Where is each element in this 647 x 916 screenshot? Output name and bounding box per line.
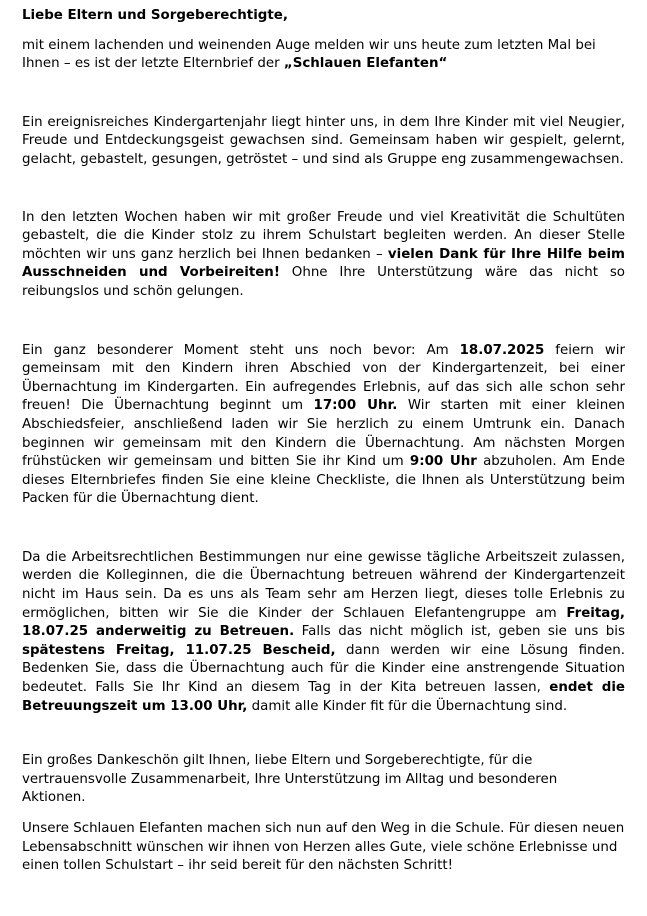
- paragraph-care-notice: [22, 549, 625, 716]
- care-notice-text-3: dann werden wir eine Lösung finden. Bedenken Sie, dass die Übernachtung auch für die Kinder eine anstrengende Situation bedeutet. Falls Sie Ihr Kind an diesem Tag in der Kita betreuen lassen,: [22, 642, 625, 696]
- paragraph-farewell: Unsere Schlauen Elefanten machen sich nun auf den Weg in die Schule. Für diesen neuen Lebensabschnitt wünschen wir ihnen von Herzen alles Gute, viele schöne Erlebnisse und einen tollen Schulstart – ihr seid bereit für den nächsten Schritt!: [22, 821, 625, 874]
- group-name: „Schlauen Elefanten“: [283, 56, 448, 72]
- care-notice-end-time: endet die Betreuungszeit um 13.00 Uhr,: [22, 680, 625, 714]
- sleepover-text-1: Ein ganz besonderer Moment steht uns noch bevor: Am: [22, 342, 460, 358]
- intro-text: mit einem lachenden und weinenden Auge melden wir uns heute zum letzten Mal bei Ihnen – es ist der letzte Elternbrief der: [22, 37, 596, 72]
- sleepover-text-4: abzuholen. Am Ende dieses Elternbriefes finden Sie eine kleine Checkliste, die Ihnen als Unterstützung beim Packen für die Übernachtung dient.: [22, 454, 625, 507]
- sleepover-text-2: feiern wir gemeinsam mit den Kindern ihren Abschied von der Kindergartenzeit, bei einer Übernachtung im Kindergarten. Ein aufregendes Erlebnis, auf das sich alle schon sehr freuen! Die Übernachtung beginnt um: [22, 342, 626, 414]
- paragraph-year-review: Ein ereignisreiches Kindergartenjahr liegt hinter uns, in dem Ihre Kinder mit viel Neugier, Freude und Entdeckungsgeist gewachsen sind. Gemeinsam haben wir gespielt, gelernt, gelacht, gebastelt, gesungen, getröstet – und sind als Gruppe eng zusammengewachsen.: [22, 114, 625, 167]
- sleepover-text-3: Wir starten mit einer kleinen Abschiedsfeier, anschließend laden wir Sie herzlich zu einem Umtrunk ein. Danach beginnen wir gemeinsam mit den Kindern die Übernachtung. Am nächsten Morgen frühstücken wir gemeinsam und bitten Sie ihr Kind um: [22, 398, 625, 470]
- letter-greeting: Liebe Eltern und Sorgeberechtigte,: [22, 8, 288, 23]
- paragraph-school-cones: [22, 209, 625, 302]
- school-cones-thanks: vielen Dank für Ihre Hilfe beim Ausschneiden und Vorbeireiten!: [22, 246, 625, 281]
- care-notice-deadline: spätestens Freitag, 11.07.25 Bescheid,: [22, 642, 336, 658]
- care-notice-friday: Freitag, 18.07.25 anderweitig zu Betreuen.: [22, 605, 625, 640]
- paragraph-sleepover: [22, 342, 625, 509]
- paragraph-gratitude: Ein großes Dankeschön gilt Ihnen, liebe Eltern und Sorgeberechtigte, für die vertrauensvolle Zusammenarbeit, Ihre Unterstützung im Alltag und besonderen Aktionen.: [22, 753, 558, 806]
- care-notice-text-4: damit alle Kinder fit für die Übernachtung sind.: [247, 698, 568, 714]
- school-cones-text-1: In den letzten Wochen haben wir mit großer Freude und viel Kreativität die Schultüten gebastelt, die die Kinder stolz zu ihrem Schulstart begleiten werden. An dieser Stelle möchten wir uns ganz herzlich bei Ihnen bedanken –: [22, 209, 625, 262]
- care-notice-text-1: Da die Arbeitsrechtlichen Bestimmungen nur eine gewisse tägliche Arbeitszeit zulassen, werden die Kolleginnen, die die Übernachtung betreuen während der Kindergartenzeit nicht im Haus sein. Da es uns als Team sehr am Herzen liegt, dieses tolle Erlebnis zu ermöglichen, bitten wir Sie die Kinder der Schlauen Elefantengruppe am: [22, 549, 625, 621]
- care-notice-text-2: Falls das nicht möglich ist, geben sie uns bis: [294, 624, 625, 640]
- sleepover-date: 18.07.2025: [459, 342, 545, 358]
- school-cones-text-2: Ohne Ihre Unterstützung wäre das nicht so reibungslos und schön gelungen.: [22, 265, 625, 299]
- sleepover-start-time: 17:00 Uhr.: [313, 398, 398, 414]
- paragraph-intro: [22, 37, 625, 74]
- sleepover-pickup-time: 9:00 Uhr: [409, 454, 477, 470]
